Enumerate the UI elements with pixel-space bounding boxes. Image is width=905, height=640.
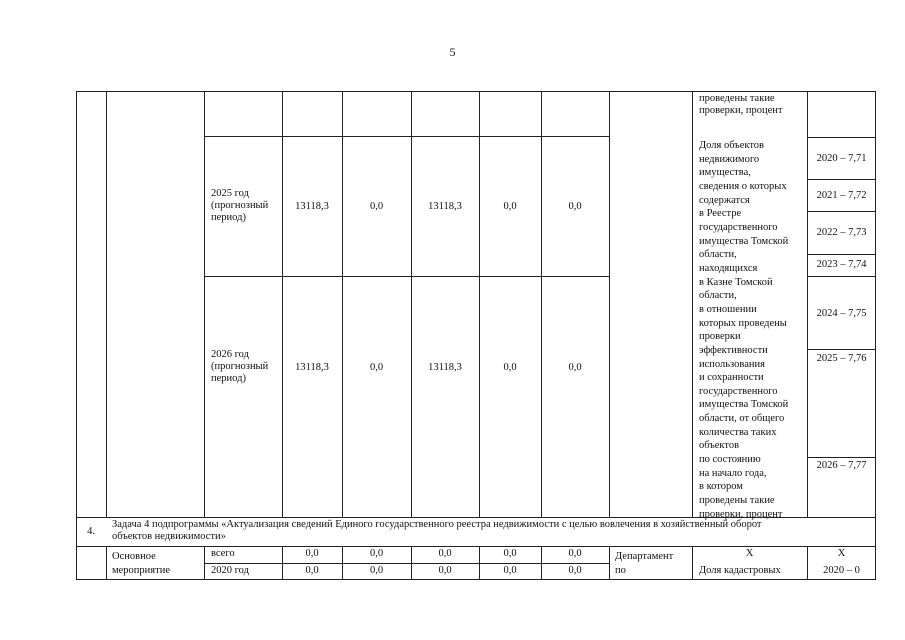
value-top: Х — [837, 548, 846, 559]
indicator-value: 2021 – 7,72 — [816, 190, 867, 201]
value-cell: 0,0 — [369, 362, 384, 373]
value-cell: 0,0 — [369, 548, 384, 559]
col-border — [106, 546, 107, 580]
col-border — [76, 91, 77, 580]
value-cell: 13118,3 — [295, 362, 329, 373]
value-cell: 0,0 — [503, 362, 517, 373]
row-border — [76, 91, 876, 92]
indicator-value: 2022 – 7,73 — [816, 227, 867, 238]
col-border — [282, 91, 283, 518]
value-cell: 0,0 — [305, 548, 319, 559]
indicator-value: 2024 – 7,75 — [816, 308, 867, 319]
executor: Департамент по — [615, 551, 674, 576]
value-cell: 0,0 — [568, 565, 582, 576]
value-cell: 0,0 — [503, 565, 517, 576]
col-border — [204, 546, 205, 580]
row-border — [204, 563, 609, 564]
indicator-value: 2020 – 7,71 — [816, 153, 867, 164]
row-border — [807, 254, 876, 255]
row-border — [76, 579, 876, 580]
main-activity-name: Основное мероприятие — [112, 551, 170, 576]
indicator-value: 2025 – 7,76 — [816, 353, 867, 364]
col-border — [609, 546, 610, 580]
value-cell: 0,0 — [568, 201, 582, 212]
row-border — [807, 349, 876, 350]
value-cell: 0,0 — [568, 362, 582, 373]
period-2026: 2026 год (прогнозный период) — [211, 349, 269, 385]
col-border — [204, 91, 205, 518]
value-cell: 0,0 — [305, 565, 319, 576]
period-total: всего — [211, 548, 235, 559]
indicator-top-text: проведены такие проверки, процент — [699, 93, 783, 117]
col-border — [541, 91, 542, 518]
row-border — [807, 179, 876, 180]
value-cell: 0,0 — [369, 201, 384, 212]
row-border — [204, 276, 609, 277]
col-border — [609, 91, 610, 518]
row-border — [807, 457, 876, 458]
indicator-text: Доля объектов недвижимого имущества, сведения о которых содержатся в Реестре государственного имущества Томской области, находящихся в Казне Томской области, в отношении которых проведены проверки эффективности использования и сохранности государственного имущества Томской области, от общего количества таких объектов по состоянию на начало года, в котором проведены такие проверки, процент — [699, 140, 789, 520]
col-border — [411, 91, 412, 518]
col-border — [342, 91, 343, 518]
indicator-value: 2023 – 7,74 — [816, 259, 867, 270]
value-cell: 0,0 — [503, 201, 517, 212]
value-cell: 0,0 — [568, 548, 582, 559]
row-border — [807, 276, 876, 277]
value-cell: 13118,3 — [295, 201, 329, 212]
row-border — [807, 211, 876, 212]
value-cell: 0,0 — [438, 548, 452, 559]
page-number: 5 — [449, 45, 456, 59]
col-border — [692, 91, 693, 518]
row-border — [204, 136, 609, 137]
value-cell: 13118,3 — [428, 362, 462, 373]
period-2020: 2020 год — [211, 565, 249, 576]
task-title: Задача 4 подпрограммы «Актуализация сведений Единого государственного реестра недвижимости с целью вовлечения в хозяйственный оборот объектов недвижимости» — [112, 519, 762, 543]
indicator-name: Доля кадастровых — [699, 565, 781, 576]
value-cell: 0,0 — [438, 565, 452, 576]
indicator-value: 2026 – 7,77 — [816, 460, 867, 471]
indicator-value: 2020 – 0 — [823, 565, 860, 576]
row-border — [76, 546, 876, 547]
value-cell: 13118,3 — [428, 201, 462, 212]
indicator-top: Х — [745, 548, 754, 559]
period-2025: 2025 год (прогнозный период) — [211, 188, 269, 224]
value-cell: 0,0 — [503, 548, 517, 559]
task-number: 4. — [87, 526, 95, 537]
row-border — [807, 137, 876, 138]
col-border — [479, 91, 480, 518]
value-cell: 0,0 — [369, 565, 384, 576]
col-border — [106, 91, 107, 518]
